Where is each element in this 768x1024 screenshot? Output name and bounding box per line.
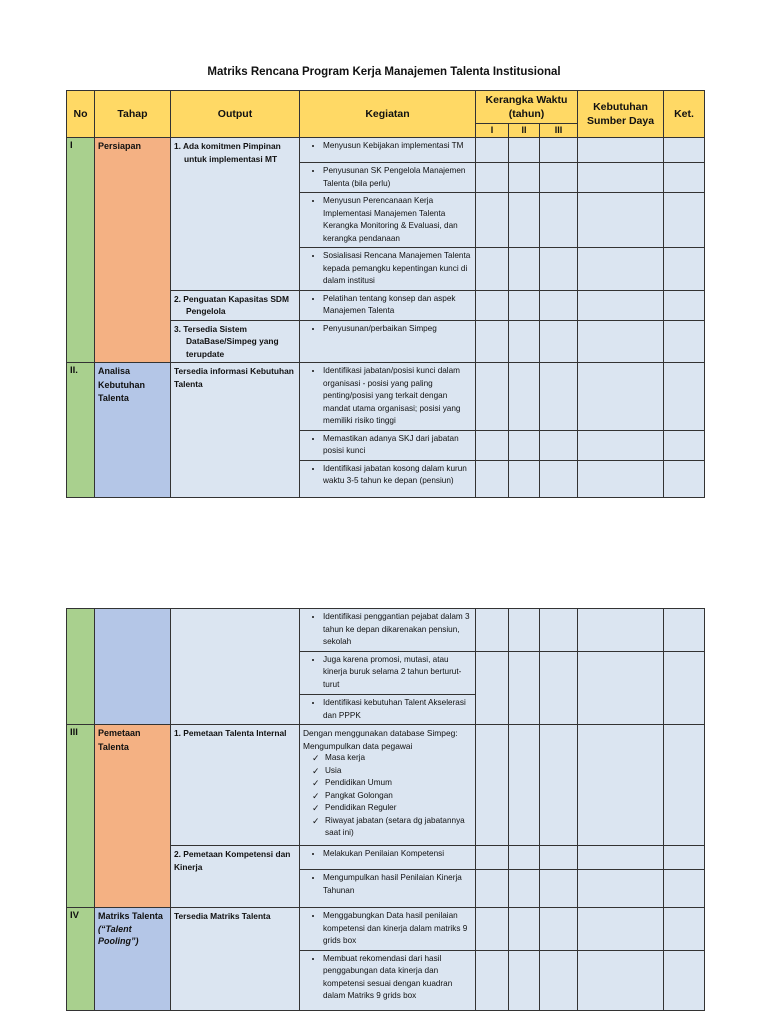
table-cell	[300, 163, 476, 193]
stage-label: Persiapan	[98, 141, 142, 151]
table-cell	[664, 846, 705, 870]
table-cell	[540, 163, 578, 193]
table-cell	[664, 193, 705, 248]
table-cell	[664, 363, 705, 431]
activity-item: • Memastikan adanya SKJ dari jabatan posisi kunci	[323, 433, 472, 458]
program-matrix-table-1	[66, 90, 705, 498]
table-cell	[67, 609, 95, 725]
table-cell	[540, 430, 578, 460]
table-cell	[476, 290, 509, 320]
table-row	[67, 725, 705, 846]
table-cell	[171, 725, 300, 846]
table-cell	[476, 363, 509, 431]
header-kerangka-line2: (tahun)	[508, 108, 545, 120]
activity-item: • Identifikasi kebutuhan Talent Akselerasi dan PPPK	[323, 697, 472, 722]
table-cell	[578, 651, 664, 725]
table-cell	[540, 138, 578, 163]
header-ket: Ket.	[664, 91, 705, 138]
checklist-item: ✓ Masa kerja	[325, 752, 472, 765]
table-cell	[540, 609, 578, 652]
table-cell	[664, 609, 705, 652]
table-cell	[509, 908, 540, 951]
table-cell	[476, 908, 509, 951]
header-no: No	[67, 91, 95, 138]
activity-item: • Penyusunan/perbaikan Simpeg	[323, 323, 472, 336]
table-cell	[300, 290, 476, 320]
table-cell	[476, 870, 509, 908]
stage-label: Pemetaan Talenta	[98, 728, 141, 752]
checklist-item: ✓ Pendidikan Umum	[325, 777, 472, 790]
table-cell	[300, 460, 476, 497]
header-kerangka-waktu	[476, 91, 578, 124]
table-cell	[300, 320, 476, 363]
table-cell	[578, 846, 664, 870]
header-kebutuhan-line1: Kebutuhan	[593, 101, 648, 113]
table-cell	[476, 193, 509, 248]
table-cell	[664, 908, 705, 951]
activity-item: • Melakukan Penilaian Kompetensi	[323, 848, 472, 861]
table-cell	[509, 248, 540, 291]
table-cell	[509, 430, 540, 460]
output-item: 2. Penguatan Kapasitas SDM Pengelola	[174, 293, 289, 316]
output-item: Tersedia Matriks Talenta	[174, 911, 271, 921]
table-cell	[578, 193, 664, 248]
table-cell	[171, 609, 300, 725]
activity-item: • Penyusunan SK Pengelola Manajemen Talenta (bila perlu)	[323, 165, 472, 190]
table-cell	[509, 460, 540, 497]
output-item: 1. Pemetaan Talenta Internal	[174, 728, 287, 738]
section-number: III	[67, 725, 95, 908]
table-row	[67, 363, 705, 431]
table-cell	[578, 163, 664, 193]
table-cell	[300, 248, 476, 291]
activity-item: • Identifikasi jabatan kosong dalam kurun waktu 3-5 tahun ke depan (pensiun)	[323, 463, 472, 488]
table-cell	[476, 725, 509, 846]
activity-item: • Identifikasi penggantian pejabat dalam 3 tahun ke depan dikarenakan pensiun, sekolah	[323, 611, 472, 649]
table-cell	[476, 163, 509, 193]
output-item: 1. Ada komitmen Pimpinan untuk implementasi MT	[174, 141, 281, 164]
table-cell	[578, 460, 664, 497]
header-kegiatan: Kegiatan	[300, 91, 476, 138]
table-cell	[578, 290, 664, 320]
table-cell	[509, 290, 540, 320]
section-number: II.	[67, 363, 95, 498]
activity-item: • Membuat rekomendasi dari hasil penggabungan data kinerja dan kompetensi sesuai dengan kuadran dalam Matriks 9 grids box	[323, 953, 472, 1003]
table-cell	[300, 363, 476, 431]
checklist-item: ✓ Riwayat jabatan (setara dg jabatannya saat ini)	[325, 815, 472, 840]
checklist-item: ✓ Pangkat Golongan	[325, 790, 472, 803]
table-cell	[540, 870, 578, 908]
table-cell	[300, 870, 476, 908]
table-cell	[578, 138, 664, 163]
header-kebutuhan	[578, 91, 664, 138]
header-year-1: I	[476, 124, 509, 138]
header-tahap: Tahap	[95, 91, 171, 138]
activity-item: • Sosialisasi Rencana Manajemen Talenta kepada pemangku kepentingan kunci di dalam institusi	[323, 250, 472, 288]
table-cell	[540, 725, 578, 846]
table-row	[67, 91, 705, 124]
table-cell	[664, 725, 705, 846]
section-number: I	[67, 138, 95, 363]
table-row	[67, 609, 705, 652]
table-cell	[540, 950, 578, 1010]
output-item: 2. Pemetaan Kompetensi dan Kinerja	[174, 849, 291, 872]
page-title: Matriks Rencana Program Kerja Manajemen Talenta Institusional	[207, 66, 561, 78]
table-cell	[664, 290, 705, 320]
table-cell	[300, 846, 476, 870]
table-cell	[509, 950, 540, 1010]
table-cell	[664, 460, 705, 497]
table-cell	[509, 138, 540, 163]
table-cell	[664, 430, 705, 460]
activity-item: • Identifikasi jabatan/posisi kunci dalam organisasi - posisi yang paling penting/posisi yang terkait dengan mandat utama organisasi; posisi yang memiliki risiko tinggi	[323, 365, 472, 428]
header-year-2: II	[509, 124, 540, 138]
table-cell	[509, 651, 540, 725]
table-cell	[476, 430, 509, 460]
output-item: 3. Tersedia Sistem DataBase/Simpeg yang terupdate	[174, 323, 279, 359]
table-cell	[540, 908, 578, 951]
table-cell	[171, 846, 300, 908]
activity-item: • Pelatihan tentang konsep dan aspek Manajemen Talenta	[323, 293, 472, 318]
table-cell	[509, 609, 540, 652]
table-cell	[476, 846, 509, 870]
table-cell	[578, 609, 664, 652]
table-cell	[540, 290, 578, 320]
table-cell	[95, 138, 171, 363]
table-cell	[664, 320, 705, 363]
table-cell	[300, 908, 476, 951]
table-cell	[578, 950, 664, 1010]
table-cell	[476, 248, 509, 291]
table-cell	[540, 248, 578, 291]
table-cell	[509, 846, 540, 870]
table-cell	[664, 651, 705, 725]
table-cell	[664, 163, 705, 193]
checklist-item: ✓ Pendidikan Reguler	[325, 802, 472, 815]
activity-item: • Mengumpulkan hasil Penilaian Kinerja Tahunan	[323, 872, 472, 897]
checklist-item: ✓ Usia	[325, 765, 472, 778]
table-cell	[171, 138, 300, 291]
activity-intro: Dengan menggunakan database Simpeg:	[303, 728, 458, 738]
table-cell	[578, 908, 664, 951]
activity-item: • Menyusun Perencanaan Kerja Implementasi Manajemen Talenta Kerangka Monitoring & Evaluasi, dan kerangka pendanaan	[323, 195, 472, 245]
table-cell	[540, 320, 578, 363]
section-number: IV	[67, 908, 95, 1011]
table-cell	[578, 320, 664, 363]
table-cell	[664, 138, 705, 163]
table-cell	[664, 248, 705, 291]
table-cell	[171, 290, 300, 320]
table-cell	[509, 725, 540, 846]
table-cell	[300, 138, 476, 163]
table-cell	[300, 950, 476, 1010]
table-cell	[578, 725, 664, 846]
table-cell	[95, 908, 171, 1011]
header-year-3: III	[540, 124, 578, 138]
table-cell	[578, 430, 664, 460]
table-row	[67, 138, 705, 163]
table-cell	[171, 908, 300, 1011]
table-cell	[578, 248, 664, 291]
header-kerangka-line1: Kerangka Waktu	[485, 94, 568, 106]
stage-label: Matriks Talenta	[98, 911, 163, 921]
activity-item: • Menyusun Kebijakan implementasi TM	[323, 140, 472, 153]
table-row	[67, 908, 705, 951]
table-cell	[509, 163, 540, 193]
activity-item: • Menggabungkan Data hasil penilaian kompetensi dan kinerja dalam matriks 9 grids box	[323, 910, 472, 948]
table-cell	[300, 609, 476, 652]
table-cell	[476, 950, 509, 1010]
table-cell	[300, 193, 476, 248]
stage-label-sub: (“Talent Pooling”)	[98, 923, 139, 946]
table-cell	[578, 870, 664, 908]
header-output: Output	[171, 91, 300, 138]
table-cell	[509, 363, 540, 431]
table-cell	[578, 363, 664, 431]
activity-intro-2: Mengumpulkan data pegawai	[303, 740, 413, 751]
table-cell	[300, 430, 476, 460]
table-cell	[540, 363, 578, 431]
output-item: Tersedia informasi Kebutuhan Talenta	[174, 366, 294, 389]
activity-item: • Juga karena promosi, mutasi, atau kinerja buruk selama 2 tahun berturut-turut	[323, 654, 472, 692]
header-kebutuhan-line2: Sumber Daya	[586, 115, 655, 127]
table-cell	[476, 320, 509, 363]
stage-label: Analisa Kebutuhan Talenta	[98, 366, 145, 403]
table-cell	[171, 320, 300, 363]
program-matrix-table-2	[66, 608, 705, 1011]
table-cell	[300, 725, 476, 846]
table-cell	[509, 320, 540, 363]
table-cell	[95, 725, 171, 908]
table-cell	[664, 870, 705, 908]
table-cell	[171, 363, 300, 498]
table-cell	[476, 651, 509, 725]
table-cell	[664, 950, 705, 1010]
table-cell	[540, 460, 578, 497]
table-cell	[476, 138, 509, 163]
table-cell	[95, 363, 171, 498]
table-cell	[300, 651, 476, 725]
table-cell	[95, 609, 171, 725]
table-cell	[540, 193, 578, 248]
table-cell	[540, 846, 578, 870]
table-cell	[540, 651, 578, 725]
table-cell	[509, 870, 540, 908]
table-cell	[476, 460, 509, 497]
table-cell	[476, 609, 509, 652]
table-cell	[509, 193, 540, 248]
